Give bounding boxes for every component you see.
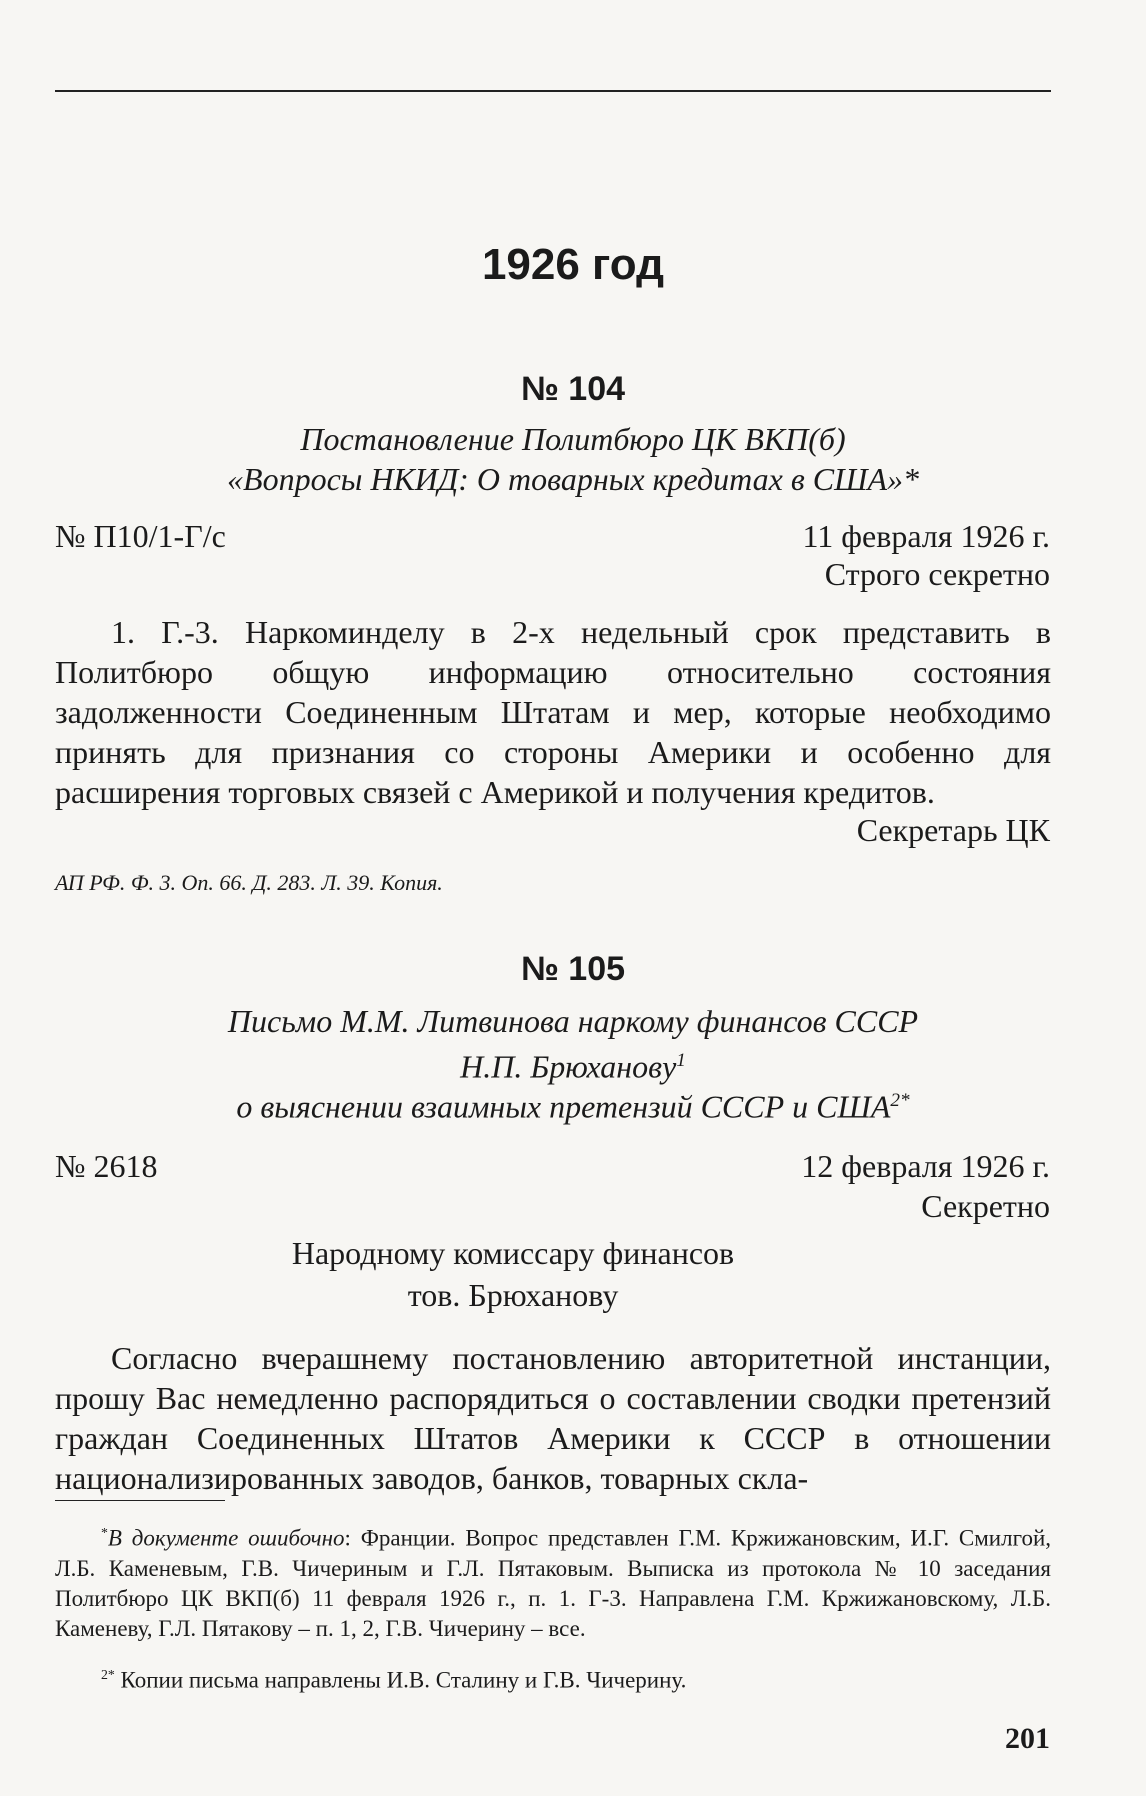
footnote-1-italic: В документе ошибочно xyxy=(107,1525,345,1551)
doc105-title-line2 xyxy=(0,1042,1146,1086)
doc104-title-line1: Постановление Политбюро ЦК ВКП(б) xyxy=(300,421,846,457)
doc105-addressee-line1: Народному комиссару финансов xyxy=(291,1235,735,1271)
top-rule xyxy=(55,90,1051,92)
footnote-2-text: Копии письма направлены И.В. Сталину и Г.В. Чичерину. xyxy=(114,1667,687,1693)
doc105-title-line3 xyxy=(0,1082,1146,1126)
doc105-secrecy: Секретно xyxy=(921,1188,1050,1224)
doc105-body xyxy=(55,1338,1051,1498)
footnote-2 xyxy=(55,1660,1051,1696)
year-heading: 1926 год xyxy=(481,240,665,289)
doc105-number: № 105 xyxy=(520,950,626,988)
doc105-addressee-line2: тов. Брюханову xyxy=(407,1277,619,1313)
doc105-date: 12 февраля 1926 г. xyxy=(801,1148,1050,1184)
doc104-body-text: 1. Г.-3. Наркоминделу в 2-х недельный срок представить в Политбюро общую информацию относительно состояния задолженности Соединенным Штатам и мер, которые необходимо принять для признания со стороны Америки и особенно для расширения торговых связей с Америкой и получения кредитов. xyxy=(55,614,1051,810)
footnote-1-mark: * xyxy=(101,1525,108,1540)
doc105-title-line2-sup: 1 xyxy=(676,1050,686,1071)
doc105-title-line3-text: о выяснении взаимных претензий СССР и США xyxy=(236,1088,891,1125)
doc104-title-line2: «Вопросы НКИД: О товарных кредитах в США»* xyxy=(227,461,919,497)
doc105-title-line2-text: Н.П. Брюханову xyxy=(460,1048,677,1085)
doc105-reg-number: № 2618 xyxy=(55,1148,158,1184)
doc104-date: 11 февраля 1926 г. xyxy=(802,518,1050,554)
doc104-secrecy: Строго секретно xyxy=(824,556,1050,592)
doc104-reg-number: № П10/1-Г/с xyxy=(55,518,226,554)
doc105-title-line1: Письмо М.М. Литвинова наркому финансов СССР xyxy=(227,1003,919,1039)
doc105-title-line3-sup: 2* xyxy=(890,1090,910,1111)
footnote-rule xyxy=(55,1500,225,1501)
footnote-1-text: : Франции. Вопрос представлен Г.М. Кржижановским, И.Г. Смилгой, Л.Б. Каменевым, Г.В. Чичериным и Г.Л. Пятаковым. Выписка из протокола № 10 заседания Политбюро ЦК ВКП(б) 11 февраля 1926 г., п. 1. Г-3. Направлена Г.М. Кржижановскому, Л.Б. Каменеву, Г.Л. Пятакову – п. 1, 2, Г.В. Чичерину – все. xyxy=(55,1525,1052,1641)
footnote-2-mark: 2* xyxy=(101,1667,115,1682)
doc104-signature: Секретарь ЦК xyxy=(856,812,1050,848)
doc104-number: № 104 xyxy=(520,370,626,408)
doc105-body-text: Согласно вчерашнему постановлению авторитетной инстанции, прошу Вас немедленно распорядиться о составлении сводки претензий граждан Соединенных Штатов Америки к СССР в отношении национализированных заводов, банков, товарных скла- xyxy=(55,1340,1051,1496)
doc104-source: АП РФ. Ф. 3. Оп. 66. Д. 283. Л. 39. Копия. xyxy=(55,870,443,895)
page-number: 201 xyxy=(1005,1722,1050,1755)
footnote-1 xyxy=(55,1518,1051,1644)
doc104-body xyxy=(55,612,1051,812)
